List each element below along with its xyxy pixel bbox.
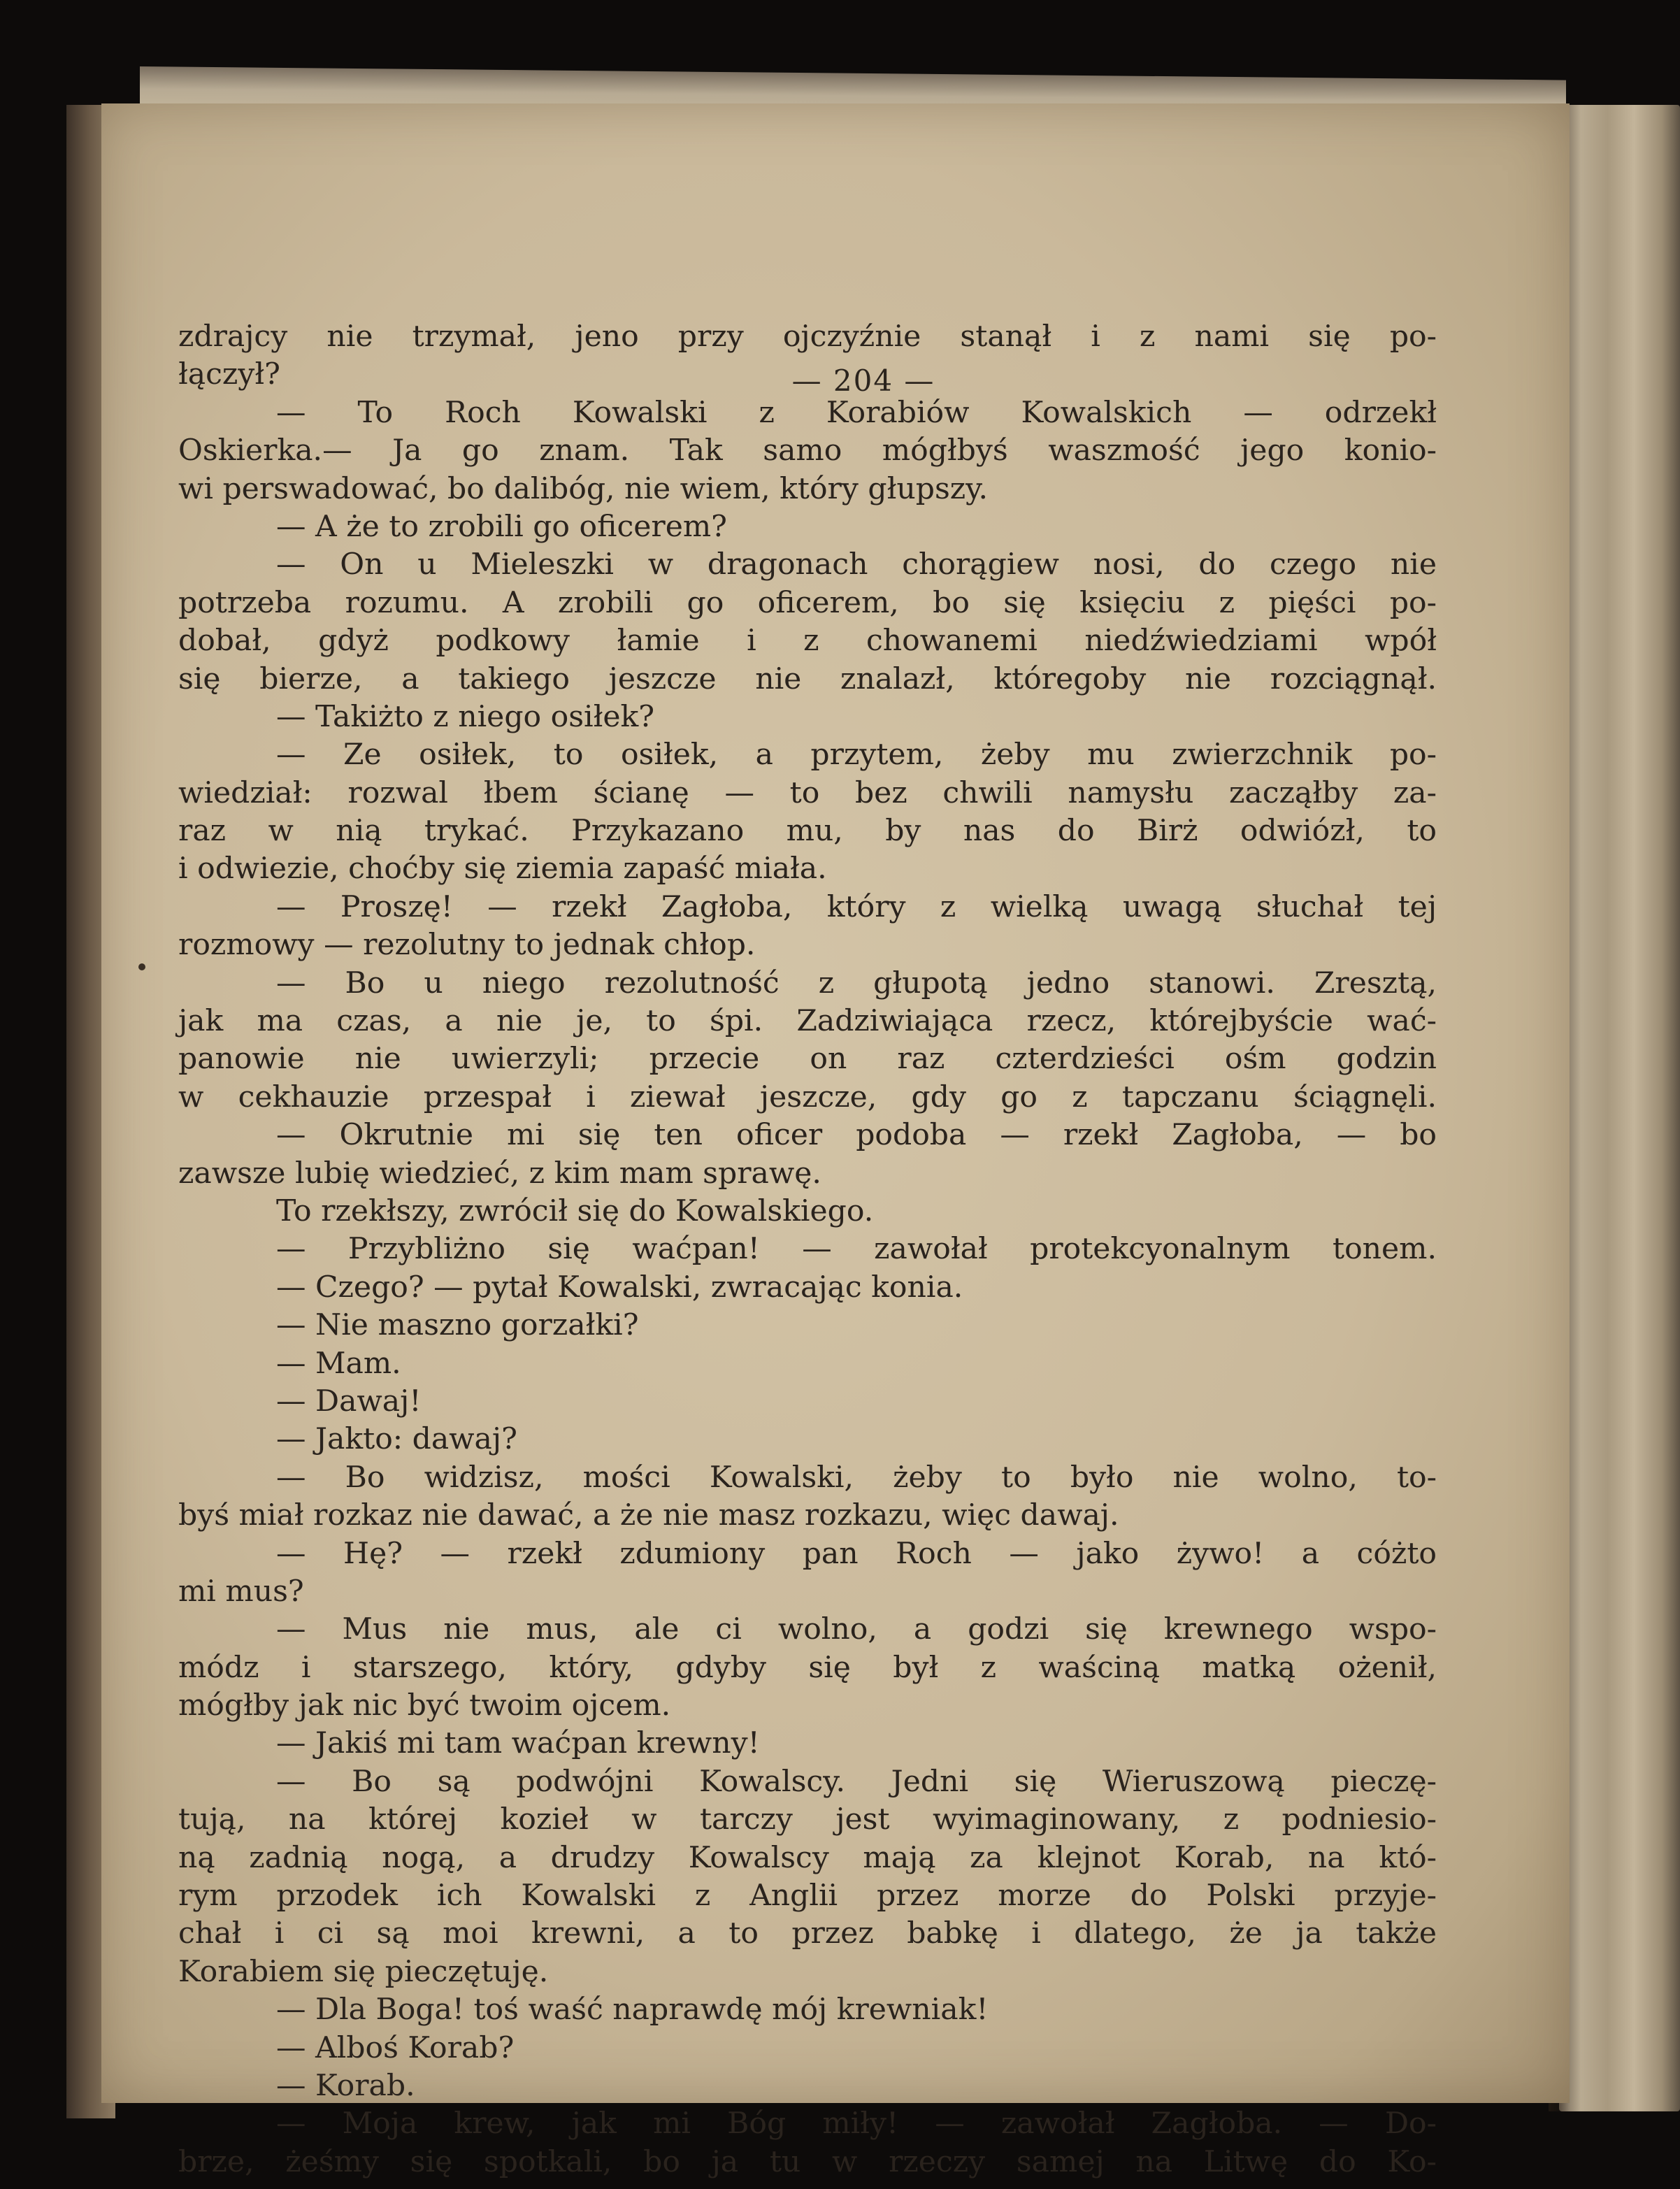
- text-line: — Mus nie mus, ale ci wolno, a godzi się krewnego wspo-: [276, 1612, 1437, 1647]
- text-line: chał i ci są moi krewni, a to przez babkę i dlatego, że ja także: [178, 1916, 1437, 1951]
- text-line: — Takiżto z niego osiłek?: [276, 699, 655, 734]
- text-line: w cekhauzie przespał i ziewał jeszcze, gdy go z tapczanu ściągnęli.: [178, 1079, 1437, 1114]
- text-line: panowie nie uwierzyli; przecie on raz czterdzieści ośm godzin: [178, 1042, 1437, 1077]
- text-line: — Bo u niego rezolutność z głupotą jedno stanowi. Zresztą,: [276, 966, 1437, 1000]
- text-line: — Bo są podwójni Kowalscy. Jedni się Wieruszową pieczę-: [276, 1764, 1437, 1799]
- text-line: jak ma czas, a nie je, to śpi. Zadziwiająca rzecz, którejbyście wać-: [178, 1004, 1437, 1039]
- text-line: łączył?: [178, 357, 280, 392]
- text-line: Oskierka.— Ja go znam. Tak samo mógłbyś waszmość jego konio-: [178, 433, 1437, 468]
- text-line: módz i starszego, który, gdyby się był z waściną matką ożenił,: [178, 1650, 1437, 1685]
- text-line: byś miał rozkaz nie dawać, a że nie masz rozkazu, więc dawaj.: [178, 1498, 1119, 1533]
- page-number: — 204 —: [791, 364, 935, 398]
- text-line: brze, żeśmy się spotkali, bo ja tu w rzeczy samej na Litwę do Ko-: [178, 2144, 1437, 2179]
- text-line: ną zadnią nogą, a drudzy Kowalscy mają za klejnot Korab, na któ-: [178, 1840, 1437, 1875]
- text-line: — On u Mieleszki w dragonach chorągiew nosi, do czego nie: [276, 547, 1437, 582]
- text-line: wi perswadować, bo dalibóg, nie wiem, który głupszy.: [178, 471, 989, 506]
- text-line: wiedział: rozwal łbem ścianę — to bez chwili namysłu zacząłby za-: [178, 775, 1437, 810]
- text-line: — Jakiś mi tam waćpan krewny!: [276, 1726, 760, 1761]
- text-line: zawsze lubię wiedzieć, z kim mam sprawę.: [178, 1156, 821, 1191]
- text-line: — Czego? — pytał Kowalski, zwracając konia.: [276, 1270, 963, 1305]
- text-line: — Korab.: [276, 2068, 415, 2103]
- text-line: — Ze osiłek, to osiłek, a przytem, żeby mu zwierzchnik po-: [276, 738, 1437, 773]
- text-line: — Hę? — rzekł zdumiony pan Roch — jako żywo! a cóżto: [276, 1536, 1437, 1571]
- text-line: mógłby jak nic być twoim ojcem.: [178, 1688, 671, 1723]
- body-text: [178, 318, 1437, 2181]
- text-line: potrzeba rozumu. A zrobili go oficerem, bo się księciu z pięści po-: [178, 585, 1437, 620]
- text-line: dobał, gdyż podkowy łamie i z chowanemi niedźwiedziami wpół: [178, 624, 1437, 659]
- text-line: mi mus?: [178, 1574, 304, 1609]
- text-line: — Dawaj!: [276, 1384, 422, 1419]
- text-line: — Dla Boga! toś waść naprawdę mój krewniak!: [276, 1993, 989, 2027]
- text-line: rym przodek ich Kowalski z Anglii przez morze do Polski przyje-: [178, 1879, 1437, 1914]
- text-line: — To Roch Kowalski z Korabiów Kowalskich — odrzekł: [276, 395, 1437, 430]
- text-line: — A że to zrobili go oficerem?: [276, 509, 727, 544]
- text-line: — Nie maszno gorzałki?: [276, 1308, 639, 1343]
- margin-mark: [138, 963, 145, 970]
- text-line: — Moja krew, jak mi Bóg miły! — zawołał Zagłoba. — Do-: [276, 2107, 1437, 2141]
- text-line: Korabiem się pieczętuję.: [178, 1954, 549, 1989]
- text-line: — Alboś Korab?: [276, 2030, 515, 2065]
- text-line: — Bo widzisz, mości Kowalski, żeby to było nie wolno, to-: [276, 1460, 1437, 1495]
- text-line: raz w nią trykać. Przykazano mu, by nas do Birż odwiózł, to: [178, 814, 1437, 849]
- text-line: i odwiezie, choćby się ziemia zapaść miała.: [178, 852, 827, 887]
- text-line: — Przybliżno się waćpan! — zawołał protekcyonalnym tonem.: [276, 1232, 1437, 1267]
- text-line: To rzekłszy, zwrócił się do Kowalskiego.: [276, 1193, 874, 1228]
- text-line: tują, na której kozieł w tarczy jest wyimaginowany, z podniesio-: [178, 1802, 1437, 1837]
- text-line: — Okrutnie mi się ten oficer podoba — rzekł Zagłoba, — bo: [276, 1118, 1437, 1153]
- text-line: zdrajcy nie trzymał, jeno przy ojczyźnie stanął i z nami się po-: [178, 320, 1437, 354]
- text-line: rozmowy — rezolutny to jednak chłop.: [178, 928, 756, 963]
- page-stack-edge: [1559, 105, 1680, 2111]
- text-line: — Proszę! — rzekł Zagłoba, który z wielką uwagą słuchał tej: [276, 889, 1437, 924]
- text-line: się bierze, a takiego jeszcze nie znalazł, któregoby nie rozciągnął.: [178, 661, 1437, 696]
- text-line: — Mam.: [276, 1346, 401, 1381]
- text-line: — Jakto: dawaj?: [276, 1422, 517, 1457]
